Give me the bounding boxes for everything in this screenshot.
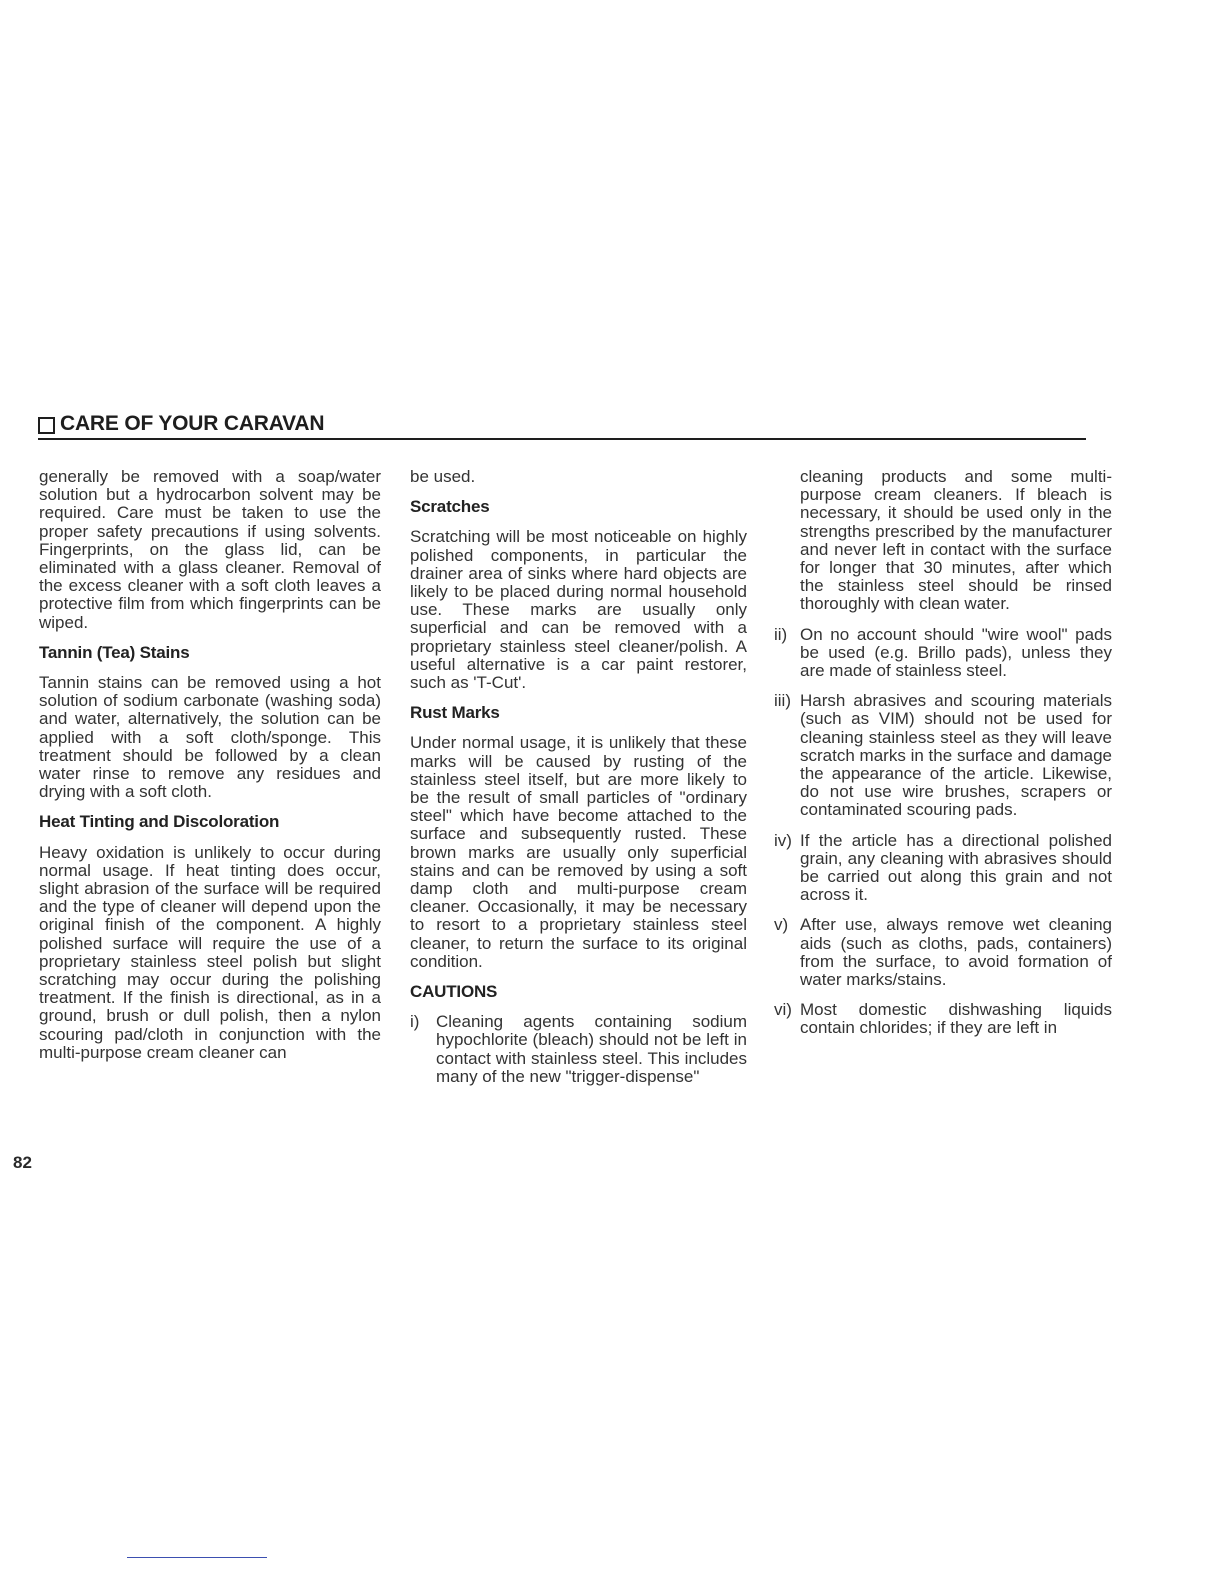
list-text: Most domestic dishwashing liquids contain chlorides; if they are left in [800,1000,1112,1038]
list-text: Harsh abrasives and scouring materials (such as VIM) should not be used for cleaning stainless steel as they will leave scratch marks in the surface and damage the appearance of the article. Likewise, do not use wire brushes, scrapers or contaminated scouring pads. [800,691,1112,820]
checkbox-square-icon [38,417,55,434]
list-text: On no account should "wire wool" pads be used (e.g. Brillo pads), unless they are made of stainless steel. [800,624,1112,681]
list-marker: i) [410,1012,420,1032]
list-marker: iii) [774,691,791,711]
heading-rust-marks: Rust Marks [410,703,500,723]
section-header [38,412,1086,440]
list-text: If the article has a directional polished grain, any cleaning with abrasives should be carried out along this grain and not across it. [800,830,1112,905]
paragraph-be-used: be used. [410,467,476,486]
list-marker: v) [774,915,789,935]
text-column-1 [39,468,381,1074]
heading-heat-tinting: Heat Tinting and Discoloration [39,812,280,832]
page-number: 82 [13,1153,32,1172]
heading-tannin-stains: Tannin (Tea) Stains [39,642,190,662]
list-item [774,626,1112,681]
text-column-3 [774,468,1112,1050]
list-marker: iv) [774,830,792,850]
list-text: Cleaning agents containing sodium hypochlorite (bleach) should not be left in contact with stainless steel. This includes many of the new "trigger-dispense" [436,1012,747,1086]
paragraph-solvent: generally be removed with a soap/water solution but a hydrocarbon solvent may be required. Care must be taken to use the proper safety precautions if using solvents. Fingerprints, on the glass lid, can be eliminated with a glass cleaner. Removal of the excess cleaner with a soft cloth leaves a protective film from which fingerprints can be wiped. [39,467,381,632]
list-item [774,916,1112,989]
paragraph-rust-marks: Under normal usage, it is unlikely that these marks will be caused by rusting of the stainless steel itself, but are more likely to be the result of small particles of "ordinary steel" which have become attached to the surface and subsequently rusted. These brown marks are usually only superficial stains and can be removed by using a soft damp cloth and multi-purpose cream cleaner. Occasionally, it may be necessary to resort to a proprietary stainless steel cleaner, to return the surface to its original condition. [410,733,747,971]
paragraph-scratches: Scratching will be most noticeable on highly polished components, in particular the drainer area of sinks where hard objects are likely to be placed during normal household use. These marks are usually only superficial and can be removed with a proprietary stainless steel cleaner/polish. A useful alternative is a car paint restorer, such as 'T-Cut'. [410,527,747,693]
list-text: cleaning products and some multi-purpose cream cleaners. If bleach is necessary, it should be used only in the strengths prescribed by the manufacturer and never left in contact with the surface for longer that 30 minutes, after which the stainless steel should be rinsed thoroughly with clean water. [800,467,1112,614]
list-item [410,1013,747,1086]
heading-scratches: Scratches [410,497,490,517]
paragraph-tannin: Tannin stains can be removed using a hot solution of sodium carbonate (washing soda) and water, alternatively, the solution can be applied with a soft cloth/sponge. This treatment should be followed by a clean water rinse to remove any residues and drying with a soft cloth. [39,673,381,802]
list-text: After use, always remove wet cleaning aids (such as cloths, pads, containers) from the surface, to avoid formation of water marks/stains. [800,915,1112,990]
paragraph-heat-tinting: Heavy oxidation is unlikely to occur during normal usage. If heat tinting does occur, slight abrasion of the surface will be required and the type of cleaner will depend upon the original finish of the component. A highly polished surface will require the use of a proprietary stainless steel polish but slight scratching may occur during the polishing treatment. If the finish is directional, as in a ground, brush or dull polish, then a nylon scouring pad/cloth in conjunction with the multi-purpose cream cleaner can [39,842,381,1062]
list-item [774,832,1112,905]
list-marker: ii) [774,624,788,644]
text-column-2 [410,468,747,1098]
heading-cautions: CAUTIONS [410,982,498,1002]
list-marker: vi) [774,1000,792,1020]
list-item [774,468,1112,614]
section-title: CARE OF YOUR CARAVAN [60,412,325,435]
list-item [774,692,1112,819]
list-item [774,1001,1112,1037]
footer-rule [127,1557,267,1558]
list-marker-spacer [774,468,800,614]
